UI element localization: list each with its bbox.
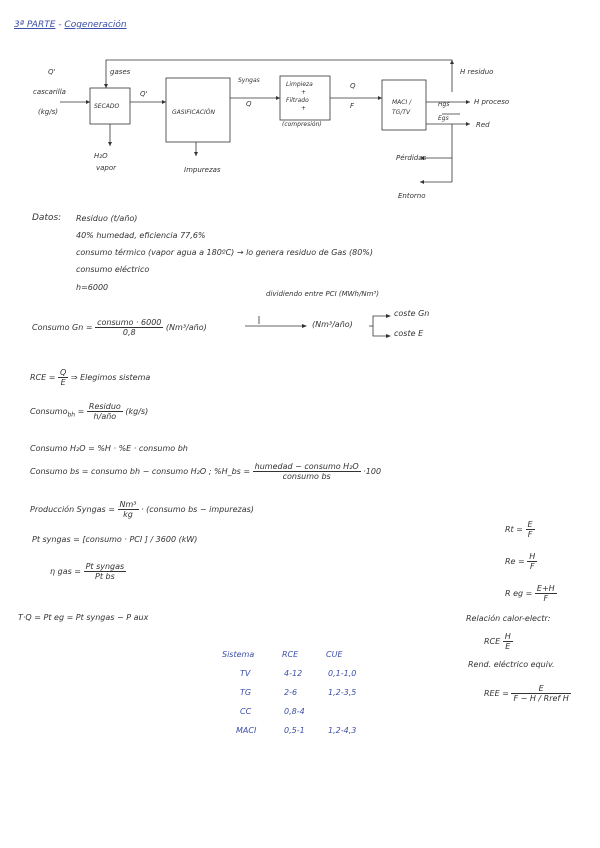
rce-rhs: ⇒ Elegimos sistema: [70, 373, 151, 382]
re-formula: [505, 552, 537, 571]
humedad-num: humedad − consumo H₂O: [254, 462, 359, 471]
diagram-h2o: H₂O: [94, 152, 108, 160]
header-topic: Cogeneración: [64, 20, 127, 30]
diagram-entorno: Entorno: [398, 192, 426, 200]
consumo-gn-num: consumo · 6000: [97, 318, 162, 327]
diagram-red: Red: [476, 121, 490, 129]
table-cell: MACI: [236, 726, 257, 735]
consumo-lhs: Consumo: [30, 407, 68, 416]
produccion-syngas: [30, 500, 254, 519]
datos-line-3: consumo térmico (vapor agua a 180ºC) → lo genera residuo de Gas (80%): [76, 248, 374, 257]
reg-fraction: [535, 584, 557, 603]
consumo-num: Residuo: [88, 402, 121, 411]
header-part: 3ª PARTE: [14, 20, 56, 30]
ree-num: E: [511, 684, 570, 694]
diagram-vapor: vapor: [96, 164, 117, 172]
coste-gn: coste Gn: [394, 309, 430, 318]
table-header-cue: CUE: [326, 650, 343, 659]
prod-den: kg: [123, 510, 133, 519]
diagram-limpieza-3: (compresión): [282, 121, 322, 128]
page-header: [14, 20, 127, 30]
rt-num: E: [527, 520, 533, 529]
prod-fraction: [118, 500, 139, 519]
consumo-bs: Consumo bs = consumo bh − consumo H₂O: [30, 467, 207, 476]
table-cell: 1,2-4,3: [328, 726, 357, 735]
rt-fraction: [526, 520, 535, 539]
diagram-syngas-q: Q: [246, 100, 252, 108]
diagram-input-label-2: (kg/s): [38, 108, 58, 116]
consumo-gn-units: (Nm³/año): [165, 323, 207, 332]
table-cell: 0,5-1: [284, 726, 305, 735]
datos-line-2: 40% humedad, eficiencia 77,6%: [76, 231, 206, 240]
consumo-gn-formula: [32, 318, 207, 337]
table-cell: 0,8-4: [284, 707, 305, 716]
arrow-units: (Nm³/año): [312, 320, 353, 329]
consumo-gn-den: 0,8: [122, 328, 136, 337]
rce2-lhs: RCE: [484, 637, 501, 646]
balance: T·Q = Pt eg = Pt syngas − P aux: [18, 613, 149, 622]
reg-formula: [505, 584, 557, 603]
re-fraction: [527, 552, 537, 571]
diagram-input-q: Q': [48, 68, 56, 76]
consumo-units: (kg/s): [125, 407, 149, 416]
diagram-gasificacion: GASIFICACIÓN: [172, 109, 216, 116]
rt-den: F: [527, 530, 533, 539]
re-num: H: [529, 552, 536, 561]
diagram-hresiduo: H residuo: [460, 68, 494, 76]
diagram-tgtv: TG/TV: [392, 109, 411, 116]
eta-fraction: [84, 562, 127, 581]
ree-lhs: REE =: [484, 689, 509, 698]
diagram-secado: SECADO: [94, 103, 120, 110]
diagram-impurezas: Impurezas: [184, 166, 221, 174]
diagram-gases-top: gases: [110, 68, 131, 76]
humedad-den: consumo bs: [282, 472, 331, 481]
table-cell: TG: [240, 688, 252, 697]
reg-lhs: R eg =: [505, 589, 533, 598]
diagram-limpieza-plus: +: [301, 89, 307, 96]
re-den: F: [529, 562, 535, 571]
table-header-sistema: Sistema: [222, 650, 255, 659]
diagram-perdidas: Pérdidas: [396, 154, 427, 162]
diagram-q-prime-mid: Q': [140, 90, 148, 98]
table-cell: 1,2-3,5: [328, 688, 357, 697]
relacion-note: Relación calor-electr:: [466, 614, 551, 623]
rce2-formula: [484, 632, 513, 651]
prod-rhs: · (consumo bs − impurezas): [141, 505, 254, 514]
rce-num: Q: [60, 368, 67, 377]
reg-num: E+H: [536, 584, 555, 593]
table-cell: 2-6: [284, 688, 298, 697]
datos-line-5: h=6000: [76, 283, 109, 292]
diagram-q-right: Q: [350, 82, 356, 90]
reg-den: F: [543, 594, 549, 603]
consumo-gn-lhs: Consumo Gn =: [32, 323, 93, 332]
rend-elec-note: Rend. eléctrico equiv.: [468, 660, 555, 669]
table-cell: TV: [240, 669, 251, 678]
diagram-input-label-1: cascarilla: [33, 88, 66, 96]
prod-lhs: Producción Syngas =: [30, 505, 115, 514]
eta-gas: [50, 562, 126, 581]
rce2-den: E: [505, 642, 511, 651]
table-cell: 4-12: [284, 669, 303, 678]
pt-syngas: Pt syngas = [consumo · PCI ] / 3600 (kW): [32, 535, 198, 544]
diagram-hgs: Hgs: [438, 101, 450, 108]
table-cell: 0,1-1,0: [328, 669, 357, 678]
consumo-bh-formula: Consumo$_{bh}$ = $\frac{\text{Residuo}}{\text{h/año}}$ (kg/s): [30, 402, 149, 421]
consumo-bs-formula: [30, 462, 381, 481]
diagram-f-right: F: [350, 102, 355, 110]
branch-arrows: [365, 312, 395, 342]
ree-den: F − H / Rref H: [513, 694, 569, 703]
eta-den: Pt bs: [95, 572, 115, 581]
re-lhs: Re =: [505, 557, 525, 566]
eta-num: Pt syngas: [85, 562, 125, 571]
eta-lhs: η gas =: [50, 567, 82, 576]
diagram-hproceso: H proceso: [474, 98, 510, 106]
diagram-limpieza-1: Limpieza: [286, 81, 313, 88]
rce-lhs: RCE =: [30, 373, 56, 382]
ree-fraction: [511, 684, 570, 703]
diagram-syngas: Syngas: [238, 77, 260, 84]
table-cell: CC: [240, 707, 252, 716]
diagram-limpieza-plus-2: +: [301, 105, 307, 112]
table-header-rce: RCE: [282, 650, 299, 659]
humedad-lhs: ; %H_bs =: [208, 467, 251, 476]
diagram-limpieza-2: Filtrado: [286, 97, 309, 104]
prod-num: Nm³: [119, 500, 137, 509]
arrow-to-units: [245, 316, 315, 336]
rce-fraction: [58, 368, 68, 387]
diagram-egs: Egs: [438, 115, 449, 122]
coste-e: coste E: [394, 329, 424, 338]
rce-formula: [30, 368, 150, 387]
diagram-maci: MACI /: [392, 99, 412, 106]
humedad-fraction: [253, 462, 361, 481]
rce-den: E: [60, 378, 66, 387]
header-dash: -: [58, 20, 62, 30]
rce2-num: H: [504, 632, 511, 641]
consumo-fraction: [87, 402, 123, 421]
datos-line-4: consumo eléctrico: [76, 265, 150, 274]
rt-lhs: Rt =: [505, 525, 523, 534]
humedad-tail: ·100: [363, 467, 382, 476]
consumo-gn-fraction: [95, 318, 163, 337]
consumo-den: h/año: [93, 412, 117, 421]
consumo-h2o: Consumo H₂O = %H · %E · consumo bh: [30, 444, 188, 453]
ree-formula: [484, 684, 571, 703]
rt-formula: [505, 520, 535, 539]
rce2-fraction: [503, 632, 513, 651]
datos-line-1: Residuo (t/año): [76, 214, 138, 223]
dividiendo-note: dividiendo entre PCI (MWh/Nm³): [266, 290, 379, 298]
consumo-sub: bh: [67, 411, 76, 419]
datos-label: Datos:: [32, 213, 62, 223]
